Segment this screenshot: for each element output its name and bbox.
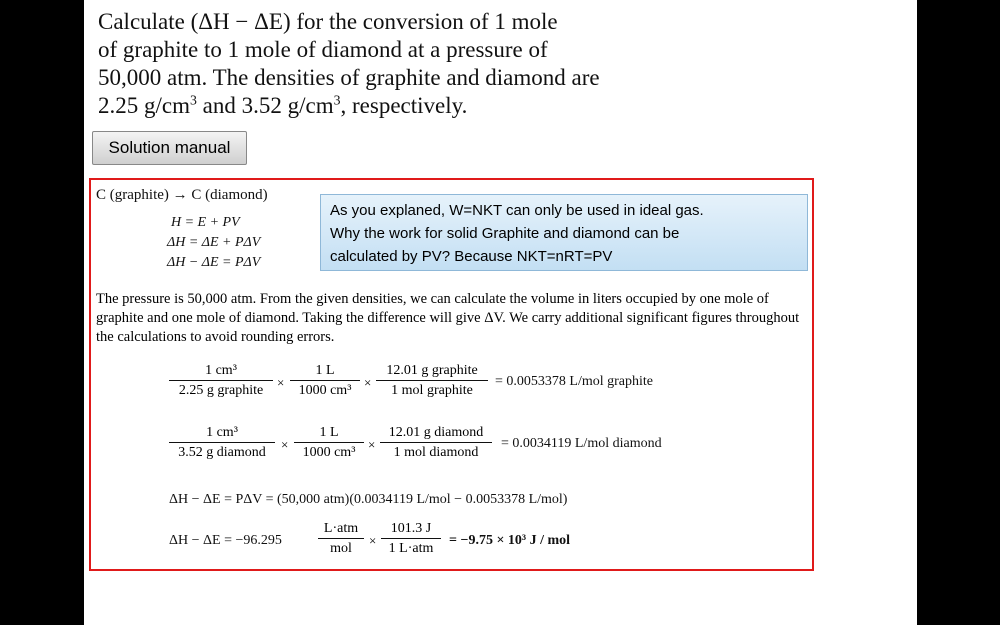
denominator: 1 mol diamond — [393, 445, 479, 460]
numerator: 12.01 g diamond — [380, 425, 492, 443]
result-diamond: = 0.0034119 L/mol diamond — [501, 436, 662, 451]
fraction-molar-mass-graphite — [376, 363, 488, 399]
fraction-volume-graphite — [169, 363, 273, 399]
solution-manual-button[interactable]: Solution manual — [92, 131, 247, 165]
fraction-l-atm-per-mol — [318, 521, 364, 557]
times-sign: × — [364, 375, 372, 390]
callout-line-2: Why the work for solid Graphite and diamond can be — [330, 225, 680, 242]
enthalpy-definition: H = E + PV — [171, 215, 240, 230]
slide — [84, 0, 917, 625]
result-graphite: = 0.0053378 L/mol graphite — [495, 374, 653, 389]
denominator: mol — [330, 541, 352, 556]
delta-h-equation: ΔH = ΔE + PΔV — [167, 235, 261, 250]
denominator: 1 mol graphite — [391, 383, 473, 398]
solution-paragraph: The pressure is 50,000 atm. From the given densities, we can calculate the volume in liters occupied by one mole of graphite and one mole of diamond. Taking the difference will give ΔV. We carry additional significant figures throughout the calculations to avoid rounding errors. — [96, 291, 800, 345]
superscript-3: 3 — [333, 92, 341, 108]
numerator: 1 L — [290, 363, 360, 381]
times-sign: × — [368, 437, 376, 452]
numerator: 1 cm³ — [169, 363, 273, 381]
fraction-molar-mass-diamond — [380, 425, 492, 461]
callout-line-3: calculated by PV? Because NKT=nRT=PV — [330, 248, 613, 265]
callout-line-1: As you explaned, W=NKT can only be used in ideal gas. — [330, 202, 704, 219]
problem-statement — [98, 8, 658, 120]
problem-line-2: of graphite to 1 mole of diamond at a pressure of — [98, 37, 548, 62]
denominator: 1000 cm³ — [298, 383, 352, 398]
question-callout — [320, 194, 808, 271]
denominator: 2.25 g graphite — [178, 383, 264, 398]
numerator: 1 L — [294, 425, 364, 443]
times-sign: × — [277, 375, 285, 390]
denominator: 1000 cm³ — [302, 445, 356, 460]
delta-h-minus-delta-e: ΔH − ΔE = PΔV — [167, 255, 261, 270]
energy-difference-lhs: ΔH − ΔE = −96.295 — [169, 533, 282, 548]
denominator: 1 L·atm — [388, 541, 434, 556]
reaction-equation: C (graphite) → C (diamond) — [96, 187, 268, 203]
times-sign: × — [281, 437, 289, 452]
final-result: = −9.75 × 10³ J / mol — [449, 533, 571, 548]
times-sign: × — [369, 533, 377, 548]
fraction-joules-per-l-atm — [381, 521, 441, 557]
problem-line-1: Calculate (ΔH − ΔE) for the conversion of 1 mole — [98, 9, 558, 34]
fraction-volume-diamond — [169, 425, 275, 461]
problem-line-4 — [98, 92, 658, 120]
pressure-volume-work-equation: ΔH − ΔE = PΔV = (50,000 atm)(0.0034119 L/mol − 0.0053378 L/mol) — [169, 492, 568, 507]
problem-line-4-end: , respectively. — [340, 93, 468, 118]
fraction-liters — [294, 425, 364, 461]
numerator: L·atm — [318, 521, 364, 539]
density-graphite: 2.25 g/cm — [98, 93, 190, 118]
numerator: 1 cm³ — [169, 425, 275, 443]
superscript-3: 3 — [190, 92, 197, 108]
density-diamond: and 3.52 g/cm — [196, 93, 334, 118]
fraction-liters — [290, 363, 360, 399]
solution-box — [89, 178, 814, 571]
denominator: 3.52 g diamond — [178, 445, 266, 460]
problem-line-3: 50,000 atm. The densities of graphite and diamond are — [98, 65, 600, 90]
numerator: 101.3 J — [381, 521, 441, 539]
numerator: 12.01 g graphite — [376, 363, 488, 381]
